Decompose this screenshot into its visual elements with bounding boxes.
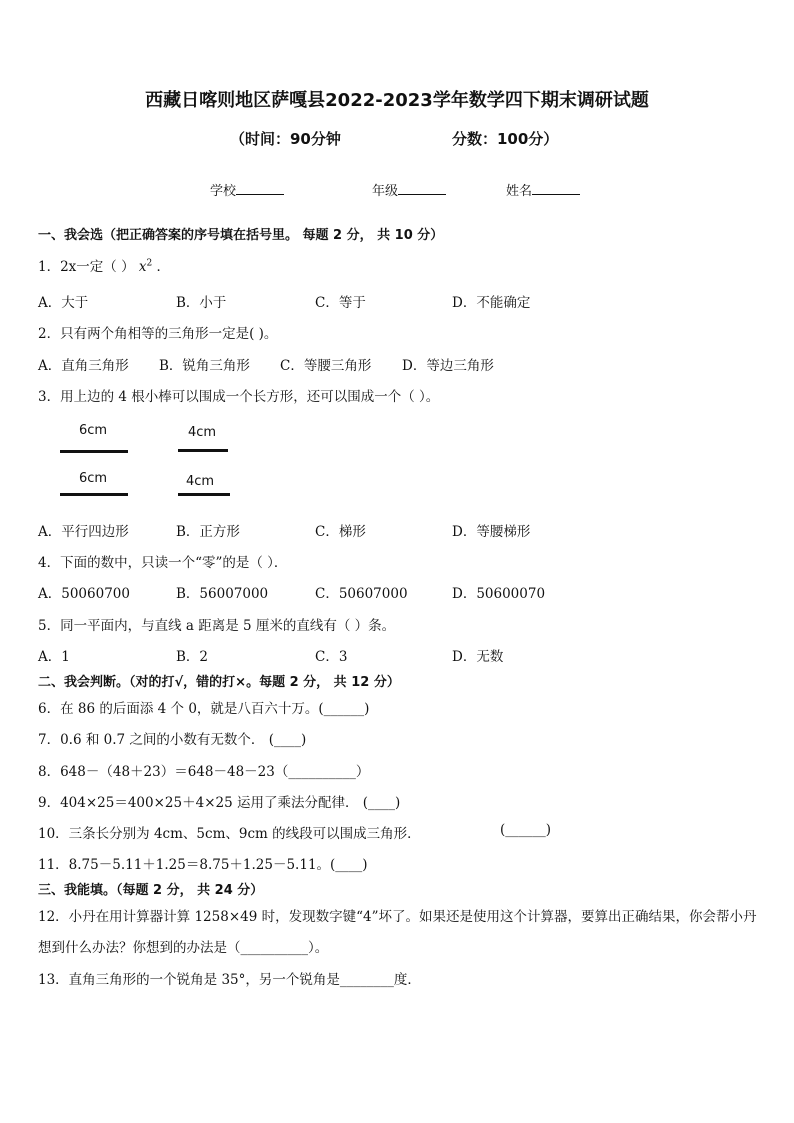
q2-option-b[interactable]: B．锐角三角形: [159, 358, 250, 374]
grade-label: 年级: [372, 184, 399, 199]
exam-time: （时间：90分钟: [230, 130, 341, 148]
q5-option-c[interactable]: C．3: [315, 649, 348, 665]
section-1-heading: 一、我会选（把正确答案的序号填在括号里。 每题 2 分， 共 10 分）: [38, 228, 444, 243]
question-1-text: 1．2x一定（ ）: [38, 259, 135, 275]
q3-option-a[interactable]: A．平行四边形: [38, 524, 129, 540]
q1-option-c[interactable]: C．等于: [315, 295, 366, 311]
q1-option-a[interactable]: A．大于: [38, 295, 89, 311]
question-13[interactable]: 13．直角三角形的一个锐角是 35°，另一个锐角是________度．: [38, 972, 421, 988]
question-4: 4．下面的数中，只读一个“零”的是（ ）．: [38, 555, 288, 571]
name-label: 姓名: [506, 184, 533, 199]
grade-blank[interactable]: [398, 181, 446, 195]
question-12-line-1: 12．小丹在用计算器计算 1258×49 时，发现数字键“4”坏了。如果还是使用这个计算器，要算出正确结果，你会帮小丹: [38, 909, 757, 925]
q4-option-d[interactable]: D．50600070: [452, 586, 546, 602]
stick-label-1: 6cm: [79, 423, 108, 438]
q4-option-c[interactable]: C．50607000: [315, 586, 408, 602]
question-1-tail: ．: [156, 259, 171, 275]
name-field[interactable]: [506, 180, 580, 199]
stick-4: [178, 493, 230, 496]
exam-score: 分数：100分）: [452, 130, 559, 148]
question-5: 5．同一平面内，与直线 a 距离是 5 厘米的直线有（ ）条。: [38, 618, 396, 634]
school-label: 学校: [210, 184, 237, 199]
q1-option-b[interactable]: B．小于: [176, 295, 227, 311]
q3-option-c[interactable]: C．梯形: [315, 524, 366, 540]
question-2: 2．只有两个角相等的三角形一定是( )。: [38, 326, 278, 342]
q4-option-a[interactable]: A．50060700: [38, 586, 130, 602]
question-1-exponent: 2: [146, 258, 153, 269]
q3-option-d[interactable]: D．等腰梯形: [452, 524, 531, 540]
q5-option-a[interactable]: A．1: [38, 649, 70, 665]
school-blank[interactable]: [236, 181, 284, 195]
section-3-heading: 三、我能填。（每题 2 分， 共 24 分）: [38, 883, 264, 898]
q1-option-d[interactable]: D．不能确定: [452, 295, 531, 311]
stick-1: [60, 450, 128, 453]
stick-2: [178, 449, 228, 452]
q2-option-a[interactable]: A．直角三角形: [38, 358, 129, 374]
question-11[interactable]: 11．8.75－5.11＋1.25＝8.75＋1.25－5.11。(____): [38, 857, 368, 873]
question-9[interactable]: 9．404×25＝400×25＋4×25 运用了乘法分配律． (____): [38, 795, 401, 811]
question-12-line-2[interactable]: 想到什么办法？你想到的办法是（__________）。: [38, 940, 329, 956]
stick-label-2: 4cm: [188, 425, 217, 440]
q3-option-b[interactable]: B．正方形: [176, 524, 240, 540]
question-10-answer-blank[interactable]: (______): [500, 822, 552, 838]
q5-option-d[interactable]: D．无数: [452, 649, 504, 665]
question-6[interactable]: 6．在 86 的后面添 4 个 0，就是八百六十万。(______): [38, 701, 370, 717]
stick-label-4: 4cm: [186, 474, 215, 489]
q2-option-d[interactable]: D．等边三角形: [402, 358, 494, 374]
section-2-heading: 二、我会判断。（对的打√，错的打×。每题 2 分， 共 12 分）: [38, 675, 400, 690]
q4-option-b[interactable]: B．56007000: [176, 586, 269, 602]
question-8[interactable]: 8．648－（48＋23）＝648－48－23（__________）: [38, 764, 370, 780]
school-field[interactable]: [210, 180, 284, 199]
question-10: 10．三条长分别为 4cm、5cm、9cm 的线段可以围成三角形．: [38, 826, 421, 842]
question-3: 3．用上边的 4 根小棒可以围成一个长方形，还可以围成一个（ ）。: [38, 389, 440, 405]
question-1-variable: x: [138, 259, 147, 275]
q5-option-b[interactable]: B．2: [176, 649, 209, 665]
page-title: 西藏日喀则地区萨嘎县2022-2023学年数学四下期末调研试题: [145, 90, 649, 111]
question-1: [38, 255, 170, 275]
stick-label-3: 6cm: [79, 471, 108, 486]
name-blank[interactable]: [532, 181, 580, 195]
grade-field[interactable]: [372, 180, 446, 199]
q2-option-c[interactable]: C．等腰三角形: [280, 358, 372, 374]
stick-3: [60, 493, 128, 496]
question-7[interactable]: 7．0.6 和 0.7 之间的小数有无数个． (____): [38, 732, 307, 748]
